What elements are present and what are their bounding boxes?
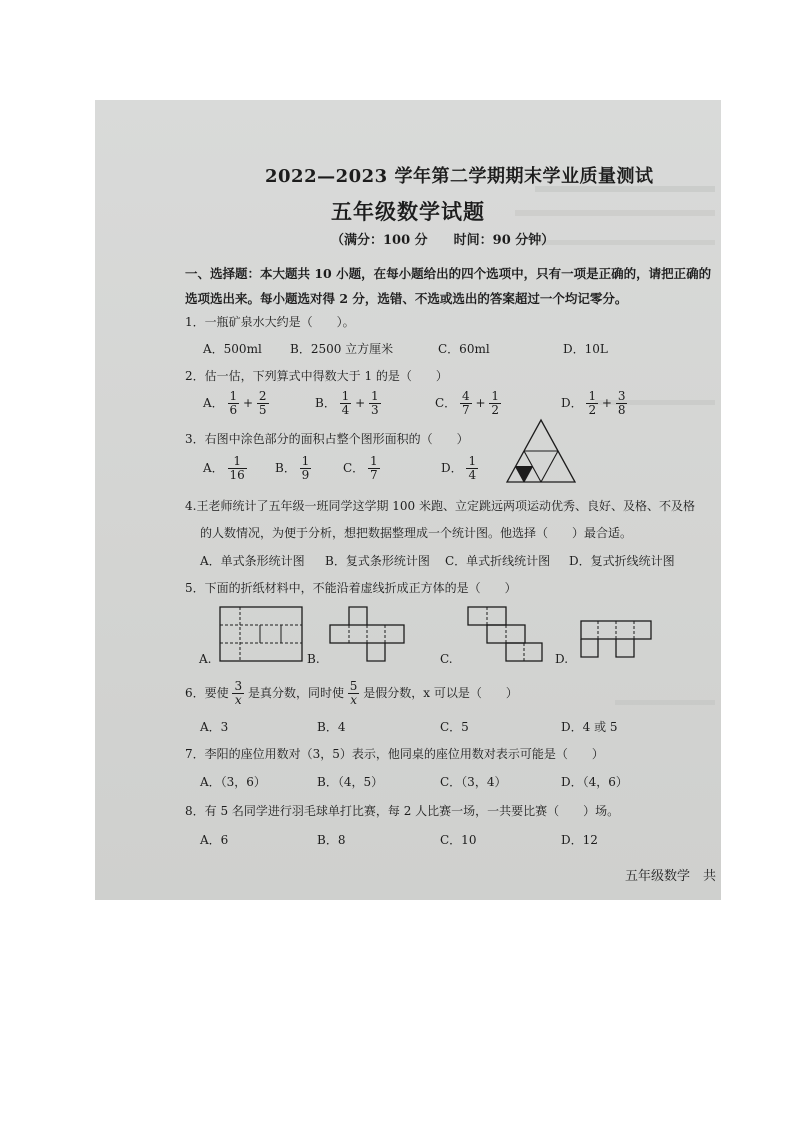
q3-option-d: D． $\frac{1}{4}$ [441,454,477,482]
q8-option-a: A．6 [200,833,229,847]
q5-net-c [467,606,543,662]
q5-label-b: B. [307,652,320,666]
q3-stem: 3．右图中涂色部分的面积占整个图形面积的（ ） [185,432,469,446]
q5-stem: 5．下面的折纸材料中，不能沿着虚线折成正方体的是（ ） [185,581,517,595]
exam-meta: （满分：100 分 时间：90 分钟） [331,233,555,248]
q5-label-d: D. [555,652,569,666]
fraction: $\frac{1}{4}$ [341,389,350,417]
q1-option-d: D．10L [563,342,608,356]
q2-option-a: A． $\frac{1}{6}$ + $\frac{2}{5}$ [203,389,267,417]
fraction: $\frac{1}{3}$ [371,389,379,417]
q8-option-b: B．8 [317,833,346,847]
q3-option-b: B． $\frac{1}{9}$ [275,454,310,482]
fraction: $\frac{1}{2}$ [588,389,597,417]
q8-stem: 8．有 5 名同学进行羽毛球单打比赛，每 2 人比赛一场，一共要比赛（ ）场。 [185,804,620,818]
fraction: $\frac{1}{9}$ [301,454,310,482]
fraction: $\frac{4}{7}$ [462,389,470,417]
q6-option-d: D．4 或 5 [561,720,618,734]
q4-option-a: A．单式条形统计图 [200,554,305,568]
q4-stem-line1: 4.王老师统计了五年级一班同学这学期 100 米跑、立定跳远两项运动优秀、良好、及格、不及格 [185,499,695,513]
fraction: $\frac{1}{7}$ [370,454,378,482]
q2-option-b: B． $\frac{1}{4}$ + $\frac{1}{3}$ [315,389,379,417]
q6-option-c: C．5 [440,720,469,734]
q6-stem: 6．要使 $\frac{3}{x}$ 是真分数，同时使 $\frac{5}{x}$ 是假分数，x 可以是（ ） [185,679,518,707]
q4-option-d: D．复式折线统计图 [569,554,675,568]
q5-label-a: A. [199,652,212,666]
q7-option-a: A．（3，6） [200,775,266,789]
q1-option-c: C．60ml [438,342,490,356]
section-instructions-line2: 选项选出来。每小题选对得 2 分，选错、不选或选出的答案超过一个均记零分。 [185,291,628,306]
fraction: $\frac{1}{4}$ [468,454,477,482]
q2-stem: 2．估一估，下列算式中得数大于 1 的是（ ） [185,369,448,383]
q7-option-d: D．（4，6） [561,775,628,789]
q3-option-a: A． $\frac{1}{16}$ [203,454,245,482]
triangle-midline [541,451,558,482]
triangle-shaded-part [516,467,533,483]
q5-net-a [219,606,303,662]
exam-subtitle: 五年级数学试题 [331,199,485,224]
q3-triangle-figure [505,418,577,484]
fraction: $\frac{3}{x}$ [234,679,243,707]
fraction: $\frac{1}{16}$ [229,454,245,482]
fraction: $\frac{2}{5}$ [258,389,267,417]
q2-option-d: D． $\frac{1}{2}$ + $\frac{3}{8}$ [561,389,626,417]
q1-option-a: A．500ml [203,342,262,356]
q6-option-b: B．4 [317,720,346,734]
exam-photo [95,100,721,900]
q2-option-c: C． $\frac{4}{7}$ + $\frac{1}{2}$ [435,389,500,417]
q7-option-c: C．（3，4） [440,775,507,789]
q1-option-b: B．2500 立方厘米 [290,342,394,356]
page-footer: 五年级数学 共 [625,869,717,884]
section-instructions-line1: 一、选择题：本大题共 10 小题，在每小题给出的四个选项中，只有一项是正确的，请把正确的 [185,266,712,281]
bleed-through-mark [535,240,715,245]
fraction: $\frac{5}{x}$ [349,679,358,707]
exam-title: 2022—2023 学年第二学期期末学业质量测试 [265,166,654,187]
q4-option-b: B．复式条形统计图 [325,554,430,568]
q4-option-c: C．单式折线统计图 [445,554,551,568]
q5-net-d [580,620,652,660]
bleed-through-mark [615,700,715,705]
fraction: $\frac{1}{2}$ [491,389,500,417]
q5-label-c: C. [440,652,453,666]
q5-net-b [329,606,405,662]
fraction: $\frac{3}{8}$ [617,389,626,417]
q3-option-c: C． $\frac{1}{7}$ [343,454,378,482]
q8-option-c: C．10 [440,833,477,847]
q7-option-b: B．（4，5） [317,775,384,789]
fraction: $\frac{1}{6}$ [229,389,238,417]
q1-stem: 1．一瓶矿泉水大约是（ ）。 [185,315,355,329]
q4-stem-line2: 的人数情况，为便于分析，想把数据整理成一个统计图。他选择（ ）最合适。 [200,526,633,540]
bleed-through-mark [515,210,715,216]
q6-option-a: A．3 [200,720,229,734]
q7-stem: 7．李阳的座位用数对（3，5）表示，他同桌的座位用数对表示可能是（ ） [185,747,604,761]
q8-option-d: D．12 [561,833,598,847]
